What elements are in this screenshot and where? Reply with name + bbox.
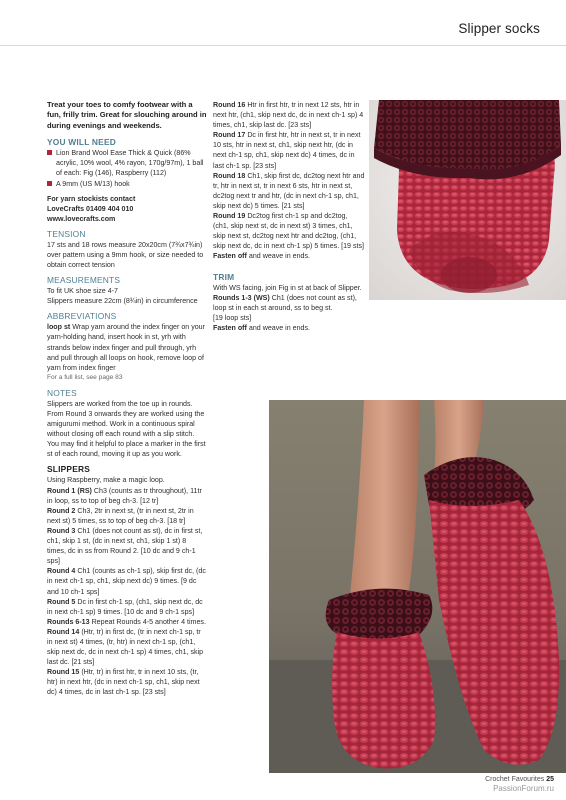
notes-heading: NOTES [47,387,77,398]
slipper-closeup-photo [369,100,566,300]
materials-yarn: Lion Brand Wool Ease Thick & Quick (86% acrylic, 10% wool, 4% rayon, 170g/97m), 1 ball of each: Fig (146), Raspberry (112) [47,148,207,178]
stockists-website: www.lovecrafts.com [47,214,116,223]
watermark: PassionForum.ru [493,784,554,793]
round-18: Round 18 Ch1, skip first dc, dc2tog next htr and tr, htr in next st, tr in next 6 sts, htr in next st, dc2tog next tr and htr, (dc in next ch-1 sp, ch1, skip next dc) 5 times. [21 sts] [213,171,365,210]
round-3: Round 3 Ch1 (does not count as st), dc in first st, ch1, skip 1 st, (dc in next st, ch1, skip 1 st) 8 times, dc in ss from Round 2. [10 dc and 9 ch-1 sps] [47,526,203,566]
header-rule [0,45,566,46]
slippers-worn-illustration [269,400,566,773]
round-15: Round 15 (Htr, tr) in first htr, tr in next 10 sts, (tr, htr) in next htr, (dc in next ch-1 sp, ch1, skip next dc) 4 times, dc in last ch-1 sp. [23 sts] [47,668,200,697]
measurements-heading: MEASUREMENTS [47,275,121,286]
page-section-title: Slipper socks [458,21,540,36]
stockists-label: For yarn stockists contact [47,194,136,203]
rounds-6-13: Rounds 6-13 Repeat Rounds 4-5 another 4 times. [47,617,206,626]
stockists-phone: LoveCrafts 01409 404 010 [47,204,134,213]
round-4: Round 4 Ch1 (counts as ch-1 sp), skip first dc, (dc in next ch-1 sp, ch1, skip next dc) 9 times. [9 dc and 10 ch-1 sps] [47,567,206,596]
page-footer [485,776,554,793]
materials-hook: A 9mm (US M/13) hook [47,179,207,189]
intro-text: Treat your toes to comfy footwear with a fun, frilly trim. Great for slouching around in during evenings and weekends. [47,100,207,130]
slippers-worn-photo [269,400,566,773]
trim-fasten-off: Fasten off and weave in ends. [213,323,311,332]
measurements-circumference: Slippers measure 22cm (8¾in) in circumference [47,297,198,306]
round-1: Round 1 (RS) Ch3 (counts as tr throughout), 11tr in loop, ss to top of beg ch-3. [12 tr] [47,486,202,505]
slippers-heading: SLIPPERS [47,464,91,475]
abbreviations-full-list: For a full list, see page 83 [47,373,123,381]
left-column [47,100,207,698]
you-will-need-heading: YOU WILL NEED [47,137,116,148]
trim-start: With WS facing, join Fig in st at back of Slipper. [213,283,362,292]
round-17: Round 17 Dc in first htr, htr in next st, tr in next 10 sts, htr in next st, ch1, skip next htr, (dc in next ch-1 sp, ch1, skip next dc) 4 times, dc in last ch-1 sp. [23 sts] [213,131,361,170]
round-16: Round 16 Htr in first htr, tr in next 12 sts, htr in next htr, (ch1, skip next dc, dc in next ch-1 sp) 4 times, ch1, skip last dc. [23 sts] [213,101,364,130]
abbreviation-term: loop st [47,323,71,332]
slippers-fasten-off: Fasten off and weave in ends. [213,252,311,261]
round-14: Round 14 (Htr, tr) in first dc, (tr in next ch-1 sp, tr in next st) 4 times, (tr, htr) in next ch-1 sp, (ch1, skip next dc, dc in next ch-1 sp) 4 times, ch1, skip last dc. [21 sts] [47,627,204,667]
trim-count: [19 loop sts] [213,313,252,322]
abbreviation-definition: Wrap yarn around the index finger on your yarn-holding hand, insert hook in st, yrh with strands below index finger and pull through, yrh and pull through all loops on hook, remove loop of yarn from index finger [47,323,205,372]
abbreviations-heading: ABBREVIATIONS [47,311,117,322]
notes-text: Slippers are worked from the toe up in rounds. From Round 3 onwards they are worked using the amigurumi method. Work in a continuous spiral without closing off each round with a slip stitch. You may find it helpful to place a marker in the first st of each round, moving it up as you work. [47,399,206,459]
round-2: Round 2 Ch3, 2tr in next st, (tr in next st, 2tr in next st) 5 times, ss to top of beg ch-3. [18 tr] [47,506,194,525]
measurements-size: To fit UK shoe size 4-7 [47,287,118,296]
tension-heading: TENSION [47,228,86,239]
round-5: Round 5 Dc in first ch-1 sp, (ch1, skip next dc, dc in next ch-1 sp) 9 times. [10 dc and 9 ch-1 sps] [47,597,203,616]
round-19: Round 19 Dc2tog first ch-1 sp and dc2tog, (ch1, skip next st, dc in next st) 3 times, ch1, skip next st, dc2tog next htr and dc2tog, (ch1, skip next dc, dc in next ch-1 sp) 5 times. [19 sts] [213,212,365,251]
slippers-start: Using Raspberry, make a magic loop. [47,476,165,485]
page-number: 25 [546,776,554,783]
abbreviation-loop-st [47,322,207,372]
trim-heading: TRIM [213,271,235,282]
slipper-closeup-illustration [369,100,566,300]
trim-rounds: Rounds 1-3 (WS) Ch1 (does not count as st), loop st in each st around, ss to beg st. [213,293,357,312]
middle-column [213,100,365,333]
magazine-name: Crochet Favourites [485,776,545,783]
tension-text: 17 sts and 18 rows measure 20x20cm (7¾x7¾in) over pattern using a 9mm hook, or size needed to obtain correct tension [47,240,204,270]
